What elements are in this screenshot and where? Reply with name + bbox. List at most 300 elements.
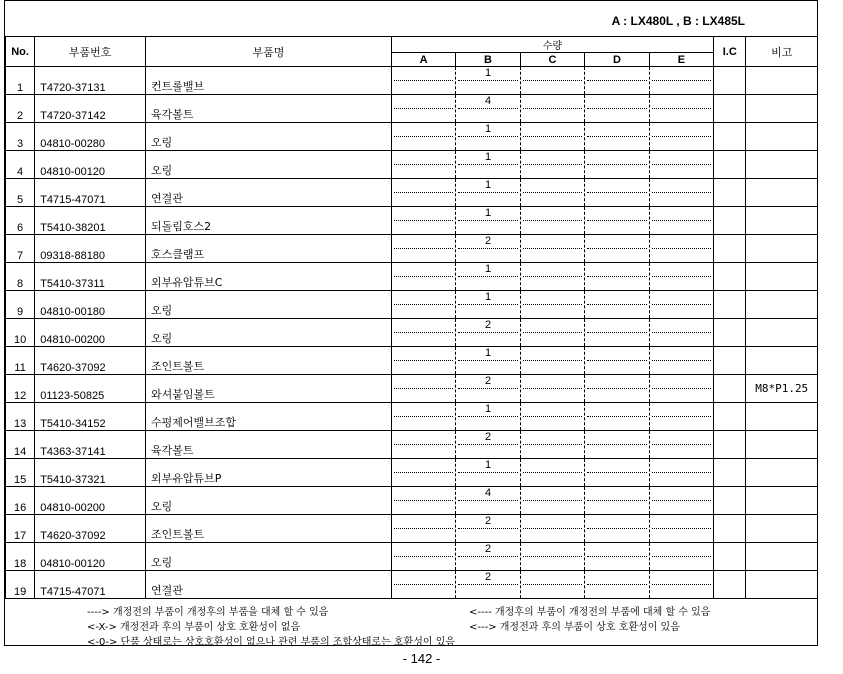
qty-cell-a bbox=[391, 207, 455, 235]
qty-value: 4 bbox=[484, 487, 492, 499]
part-name: 조인트볼트 bbox=[146, 347, 392, 375]
table-row bbox=[6, 319, 818, 347]
remark bbox=[746, 571, 818, 599]
ic-cell bbox=[714, 487, 746, 515]
qty-value: 1 bbox=[484, 207, 492, 219]
parts-table bbox=[5, 36, 818, 599]
qty-dotted-line bbox=[523, 80, 582, 81]
part-number: T4620-37092 bbox=[35, 347, 146, 375]
table-row bbox=[6, 347, 818, 375]
row-number: 11 bbox=[6, 347, 35, 375]
qty-cell-b bbox=[456, 347, 520, 375]
ic-cell bbox=[714, 431, 746, 459]
model-legend: A : LX480L , B : LX485L bbox=[611, 14, 745, 28]
qty-dotted-line bbox=[523, 556, 582, 557]
part-number: 04810-00120 bbox=[35, 151, 146, 179]
qty-dotted-line bbox=[587, 276, 646, 277]
ic-cell bbox=[714, 543, 746, 571]
qty-dotted-line bbox=[394, 220, 453, 221]
qty-dotted-line bbox=[458, 248, 517, 249]
qty-dotted-line bbox=[523, 108, 582, 109]
legend-box bbox=[5, 598, 818, 647]
row-number: 15 bbox=[6, 459, 35, 487]
qty-dotted-line bbox=[458, 388, 517, 389]
qty-value: 1 bbox=[484, 123, 492, 135]
qty-cell-d bbox=[585, 487, 649, 515]
qty-dotted-line bbox=[652, 248, 711, 249]
qty-dotted-line bbox=[652, 388, 711, 389]
qty-dotted-line bbox=[587, 416, 646, 417]
remark bbox=[746, 235, 818, 263]
table-row bbox=[6, 431, 818, 459]
qty-cell-c bbox=[520, 235, 584, 263]
qty-dotted-line bbox=[587, 192, 646, 193]
qty-cell-e bbox=[649, 291, 713, 319]
qty-dotted-line bbox=[394, 164, 453, 165]
header-part-name: 부품명 bbox=[146, 37, 392, 67]
qty-dotted-line bbox=[458, 528, 517, 529]
qty-dotted-line bbox=[587, 472, 646, 473]
qty-cell-b bbox=[456, 487, 520, 515]
remark bbox=[746, 459, 818, 487]
table-row bbox=[6, 515, 818, 543]
table-row bbox=[6, 543, 818, 571]
part-name: 오링 bbox=[146, 319, 392, 347]
qty-dotted-line bbox=[652, 80, 711, 81]
qty-dotted-line bbox=[652, 332, 711, 333]
table-row bbox=[6, 123, 818, 151]
ic-cell bbox=[714, 263, 746, 291]
ic-cell bbox=[714, 95, 746, 123]
qty-cell-e bbox=[649, 179, 713, 207]
header-part-number: 부품번호 bbox=[35, 37, 146, 67]
part-number: T5410-38201 bbox=[35, 207, 146, 235]
header-qty-c: C bbox=[520, 53, 584, 67]
part-number: 04810-00120 bbox=[35, 543, 146, 571]
ic-cell bbox=[714, 235, 746, 263]
qty-cell-e bbox=[649, 571, 713, 599]
qty-dotted-line bbox=[523, 444, 582, 445]
part-name: 와셔붙임볼트 bbox=[146, 375, 392, 403]
remark bbox=[746, 95, 818, 123]
qty-cell-d bbox=[585, 375, 649, 403]
qty-dotted-line bbox=[652, 584, 711, 585]
qty-cell-e bbox=[649, 487, 713, 515]
qty-dotted-line bbox=[587, 108, 646, 109]
qty-cell-a bbox=[391, 487, 455, 515]
remark bbox=[746, 207, 818, 235]
qty-dotted-line bbox=[652, 556, 711, 557]
qty-value: 2 bbox=[484, 431, 492, 443]
qty-cell-e bbox=[649, 235, 713, 263]
ic-cell bbox=[714, 319, 746, 347]
qty-value: 4 bbox=[484, 95, 492, 107]
qty-cell-b bbox=[456, 151, 520, 179]
qty-cell-e bbox=[649, 207, 713, 235]
header-qty-d: D bbox=[585, 53, 649, 67]
remark bbox=[746, 123, 818, 151]
qty-cell-e bbox=[649, 347, 713, 375]
qty-dotted-line bbox=[652, 444, 711, 445]
qty-dotted-line bbox=[458, 444, 517, 445]
qty-dotted-line bbox=[394, 584, 453, 585]
qty-cell-c bbox=[520, 179, 584, 207]
qty-dotted-line bbox=[458, 360, 517, 361]
qty-cell-c bbox=[520, 459, 584, 487]
qty-dotted-line bbox=[394, 108, 453, 109]
remark bbox=[746, 151, 818, 179]
qty-cell-c bbox=[520, 571, 584, 599]
part-number: 04810-00200 bbox=[35, 487, 146, 515]
part-name: 연결관 bbox=[146, 179, 392, 207]
qty-dotted-line bbox=[587, 360, 646, 361]
qty-dotted-line bbox=[458, 80, 517, 81]
table-row bbox=[6, 571, 818, 599]
qty-cell-c bbox=[520, 263, 584, 291]
row-number: 9 bbox=[6, 291, 35, 319]
qty-cell-e bbox=[649, 123, 713, 151]
qty-cell-d bbox=[585, 263, 649, 291]
part-name: 컨트롤밸브 bbox=[146, 67, 392, 95]
table-row bbox=[6, 67, 818, 95]
qty-dotted-line bbox=[523, 276, 582, 277]
qty-value: 1 bbox=[484, 263, 492, 275]
legend-line2-left: <-X-> 개정전과 후의 부품이 상호 호환성이 없음 bbox=[87, 622, 301, 633]
qty-cell-e bbox=[649, 263, 713, 291]
qty-cell-c bbox=[520, 95, 584, 123]
qty-cell-b bbox=[456, 571, 520, 599]
qty-dotted-line bbox=[652, 276, 711, 277]
qty-cell-c bbox=[520, 375, 584, 403]
ic-cell bbox=[714, 207, 746, 235]
qty-cell-d bbox=[585, 543, 649, 571]
part-number: 09318-88180 bbox=[35, 235, 146, 263]
row-number: 14 bbox=[6, 431, 35, 459]
qty-dotted-line bbox=[587, 164, 646, 165]
qty-cell-d bbox=[585, 67, 649, 95]
qty-cell-a bbox=[391, 403, 455, 431]
qty-value: 2 bbox=[484, 235, 492, 247]
qty-cell-a bbox=[391, 95, 455, 123]
parts-list-frame bbox=[4, 0, 818, 646]
part-name: 수평제어밸브조합 bbox=[146, 403, 392, 431]
part-number: T4363-37141 bbox=[35, 431, 146, 459]
part-number: T5410-37321 bbox=[35, 459, 146, 487]
header-qty-b: B bbox=[456, 53, 520, 67]
qty-dotted-line bbox=[587, 220, 646, 221]
part-number: 04810-00180 bbox=[35, 291, 146, 319]
ic-cell bbox=[714, 403, 746, 431]
qty-dotted-line bbox=[394, 136, 453, 137]
part-number: 04810-00200 bbox=[35, 319, 146, 347]
row-number: 12 bbox=[6, 375, 35, 403]
qty-dotted-line bbox=[523, 220, 582, 221]
table-row bbox=[6, 95, 818, 123]
qty-cell-a bbox=[391, 179, 455, 207]
qty-cell-c bbox=[520, 431, 584, 459]
qty-cell-d bbox=[585, 95, 649, 123]
qty-cell-e bbox=[649, 375, 713, 403]
qty-cell-d bbox=[585, 431, 649, 459]
table-row bbox=[6, 291, 818, 319]
qty-dotted-line bbox=[394, 444, 453, 445]
table-row bbox=[6, 263, 818, 291]
qty-cell-b bbox=[456, 431, 520, 459]
qty-dotted-line bbox=[458, 556, 517, 557]
table-row bbox=[6, 403, 818, 431]
part-number: T4720-37142 bbox=[35, 95, 146, 123]
part-number: T4715-47071 bbox=[35, 179, 146, 207]
qty-dotted-line bbox=[394, 556, 453, 557]
qty-dotted-line bbox=[523, 388, 582, 389]
qty-cell-b bbox=[456, 179, 520, 207]
part-name: 호스클램프 bbox=[146, 235, 392, 263]
row-number: 16 bbox=[6, 487, 35, 515]
qty-dotted-line bbox=[523, 500, 582, 501]
qty-dotted-line bbox=[652, 360, 711, 361]
table-row bbox=[6, 487, 818, 515]
row-number: 8 bbox=[6, 263, 35, 291]
qty-dotted-line bbox=[587, 556, 646, 557]
qty-dotted-line bbox=[394, 472, 453, 473]
qty-cell-d bbox=[585, 515, 649, 543]
remark bbox=[746, 403, 818, 431]
qty-cell-c bbox=[520, 319, 584, 347]
qty-cell-b bbox=[456, 543, 520, 571]
qty-cell-b bbox=[456, 263, 520, 291]
qty-cell-b bbox=[456, 95, 520, 123]
qty-cell-e bbox=[649, 95, 713, 123]
qty-cell-d bbox=[585, 207, 649, 235]
qty-dotted-line bbox=[587, 528, 646, 529]
row-number: 1 bbox=[6, 67, 35, 95]
part-name: 오링 bbox=[146, 151, 392, 179]
qty-dotted-line bbox=[587, 304, 646, 305]
qty-value: 1 bbox=[484, 291, 492, 303]
part-name: 되돌림호스2 bbox=[146, 207, 392, 235]
table-row bbox=[6, 459, 818, 487]
remark: M8*P1.25 bbox=[746, 375, 818, 403]
table-row bbox=[6, 375, 818, 403]
qty-cell-a bbox=[391, 151, 455, 179]
header-qty-a: A bbox=[391, 53, 455, 67]
qty-cell-b bbox=[456, 235, 520, 263]
qty-dotted-line bbox=[394, 248, 453, 249]
header-qty-e: E bbox=[649, 53, 713, 67]
row-number: 10 bbox=[6, 319, 35, 347]
row-number: 6 bbox=[6, 207, 35, 235]
qty-cell-a bbox=[391, 263, 455, 291]
parts-table-body bbox=[6, 67, 818, 599]
ic-cell bbox=[714, 291, 746, 319]
qty-dotted-line bbox=[394, 500, 453, 501]
part-name: 연결관 bbox=[146, 571, 392, 599]
qty-cell-c bbox=[520, 347, 584, 375]
qty-cell-a bbox=[391, 291, 455, 319]
qty-cell-d bbox=[585, 291, 649, 319]
qty-cell-a bbox=[391, 459, 455, 487]
qty-cell-a bbox=[391, 571, 455, 599]
qty-cell-d bbox=[585, 123, 649, 151]
qty-value: 1 bbox=[484, 459, 492, 471]
qty-dotted-line bbox=[458, 584, 517, 585]
qty-dotted-line bbox=[394, 360, 453, 361]
remark bbox=[746, 291, 818, 319]
qty-dotted-line bbox=[523, 360, 582, 361]
part-number: T5410-34152 bbox=[35, 403, 146, 431]
ic-cell bbox=[714, 179, 746, 207]
qty-value: 2 bbox=[484, 375, 492, 387]
legend-line1-left: ----> 개정전의 부품이 개정후의 부품을 대체 할 수 있음 bbox=[87, 607, 329, 618]
qty-dotted-line bbox=[394, 332, 453, 333]
qty-cell-d bbox=[585, 235, 649, 263]
qty-cell-e bbox=[649, 515, 713, 543]
qty-cell-a bbox=[391, 123, 455, 151]
part-name: 오링 bbox=[146, 123, 392, 151]
qty-dotted-line bbox=[394, 276, 453, 277]
qty-dotted-line bbox=[652, 528, 711, 529]
qty-dotted-line bbox=[587, 388, 646, 389]
table-row bbox=[6, 179, 818, 207]
qty-dotted-line bbox=[523, 332, 582, 333]
qty-cell-c bbox=[520, 515, 584, 543]
qty-cell-d bbox=[585, 319, 649, 347]
qty-dotted-line bbox=[523, 528, 582, 529]
header-quantity: 수량 bbox=[391, 37, 713, 53]
remark bbox=[746, 179, 818, 207]
part-name: 외부유압튜브C bbox=[146, 263, 392, 291]
qty-cell-c bbox=[520, 151, 584, 179]
qty-cell-d bbox=[585, 571, 649, 599]
qty-dotted-line bbox=[458, 332, 517, 333]
row-number: 5 bbox=[6, 179, 35, 207]
ic-cell bbox=[714, 459, 746, 487]
qty-cell-c bbox=[520, 403, 584, 431]
qty-value: 1 bbox=[484, 179, 492, 191]
qty-cell-b bbox=[456, 375, 520, 403]
qty-dotted-line bbox=[394, 528, 453, 529]
qty-dotted-line bbox=[394, 388, 453, 389]
qty-dotted-line bbox=[394, 192, 453, 193]
qty-value: 2 bbox=[484, 571, 492, 583]
qty-dotted-line bbox=[458, 416, 517, 417]
qty-cell-b bbox=[456, 459, 520, 487]
qty-cell-b bbox=[456, 319, 520, 347]
part-name: 오링 bbox=[146, 487, 392, 515]
part-number: 04810-00280 bbox=[35, 123, 146, 151]
part-name: 육각볼트 bbox=[146, 95, 392, 123]
qty-dotted-line bbox=[587, 584, 646, 585]
qty-dotted-line bbox=[458, 164, 517, 165]
qty-cell-b bbox=[456, 123, 520, 151]
qty-cell-d bbox=[585, 151, 649, 179]
qty-dotted-line bbox=[523, 304, 582, 305]
qty-cell-a bbox=[391, 515, 455, 543]
qty-dotted-line bbox=[458, 500, 517, 501]
qty-dotted-line bbox=[652, 192, 711, 193]
row-number: 17 bbox=[6, 515, 35, 543]
header-ic: I.C bbox=[714, 37, 746, 67]
legend-line2-right: <---> 개정전과 후의 부품이 상호 호환성이 있음 bbox=[469, 622, 680, 633]
row-number: 13 bbox=[6, 403, 35, 431]
row-number: 2 bbox=[6, 95, 35, 123]
remark bbox=[746, 487, 818, 515]
part-number: T4715-47071 bbox=[35, 571, 146, 599]
qty-dotted-line bbox=[587, 332, 646, 333]
qty-dotted-line bbox=[458, 472, 517, 473]
qty-cell-a bbox=[391, 347, 455, 375]
qty-dotted-line bbox=[458, 220, 517, 221]
qty-dotted-line bbox=[523, 136, 582, 137]
ic-cell bbox=[714, 67, 746, 95]
legend-line3: <-0-> 단품 상태로는 상호호환성이 없으나 관련 부품의 조합상태로는 호환성이 있음 bbox=[87, 637, 456, 648]
remark bbox=[746, 263, 818, 291]
qty-cell-a bbox=[391, 375, 455, 403]
qty-dotted-line bbox=[587, 248, 646, 249]
qty-cell-d bbox=[585, 403, 649, 431]
qty-dotted-line bbox=[394, 80, 453, 81]
table-row bbox=[6, 235, 818, 263]
qty-value: 2 bbox=[484, 543, 492, 555]
ic-cell bbox=[714, 123, 746, 151]
row-number: 18 bbox=[6, 543, 35, 571]
row-number: 4 bbox=[6, 151, 35, 179]
row-number: 19 bbox=[6, 571, 35, 599]
ic-cell bbox=[714, 571, 746, 599]
part-number: T4620-37092 bbox=[35, 515, 146, 543]
part-name: 오링 bbox=[146, 291, 392, 319]
qty-dotted-line bbox=[458, 304, 517, 305]
qty-cell-e bbox=[649, 151, 713, 179]
qty-cell-e bbox=[649, 543, 713, 571]
qty-cell-e bbox=[649, 67, 713, 95]
qty-dotted-line bbox=[652, 136, 711, 137]
qty-dotted-line bbox=[587, 136, 646, 137]
qty-cell-e bbox=[649, 431, 713, 459]
row-number: 7 bbox=[6, 235, 35, 263]
qty-cell-a bbox=[391, 319, 455, 347]
legend-line1-right: <---- 개정후의 부품이 개정전의 부품에 대체 할 수 있음 bbox=[469, 607, 711, 618]
qty-cell-b bbox=[456, 207, 520, 235]
ic-cell bbox=[714, 515, 746, 543]
qty-dotted-line bbox=[652, 500, 711, 501]
qty-cell-d bbox=[585, 347, 649, 375]
qty-value: 1 bbox=[484, 67, 492, 79]
qty-dotted-line bbox=[652, 416, 711, 417]
part-number: T5410-37311 bbox=[35, 263, 146, 291]
remark bbox=[746, 431, 818, 459]
ic-cell bbox=[714, 347, 746, 375]
qty-cell-c bbox=[520, 543, 584, 571]
part-name: 외부유압튜브P bbox=[146, 459, 392, 487]
table-row bbox=[6, 207, 818, 235]
qty-value: 2 bbox=[484, 515, 492, 527]
qty-dotted-line bbox=[652, 164, 711, 165]
remark bbox=[746, 515, 818, 543]
qty-cell-c bbox=[520, 291, 584, 319]
part-name: 오링 bbox=[146, 543, 392, 571]
qty-dotted-line bbox=[523, 472, 582, 473]
qty-dotted-line bbox=[458, 192, 517, 193]
qty-dotted-line bbox=[394, 416, 453, 417]
table-row bbox=[6, 151, 818, 179]
qty-dotted-line bbox=[394, 304, 453, 305]
part-name: 육각볼트 bbox=[146, 431, 392, 459]
header-remarks: 비고 bbox=[746, 37, 818, 67]
qty-dotted-line bbox=[523, 584, 582, 585]
qty-cell-b bbox=[456, 515, 520, 543]
qty-cell-a bbox=[391, 543, 455, 571]
